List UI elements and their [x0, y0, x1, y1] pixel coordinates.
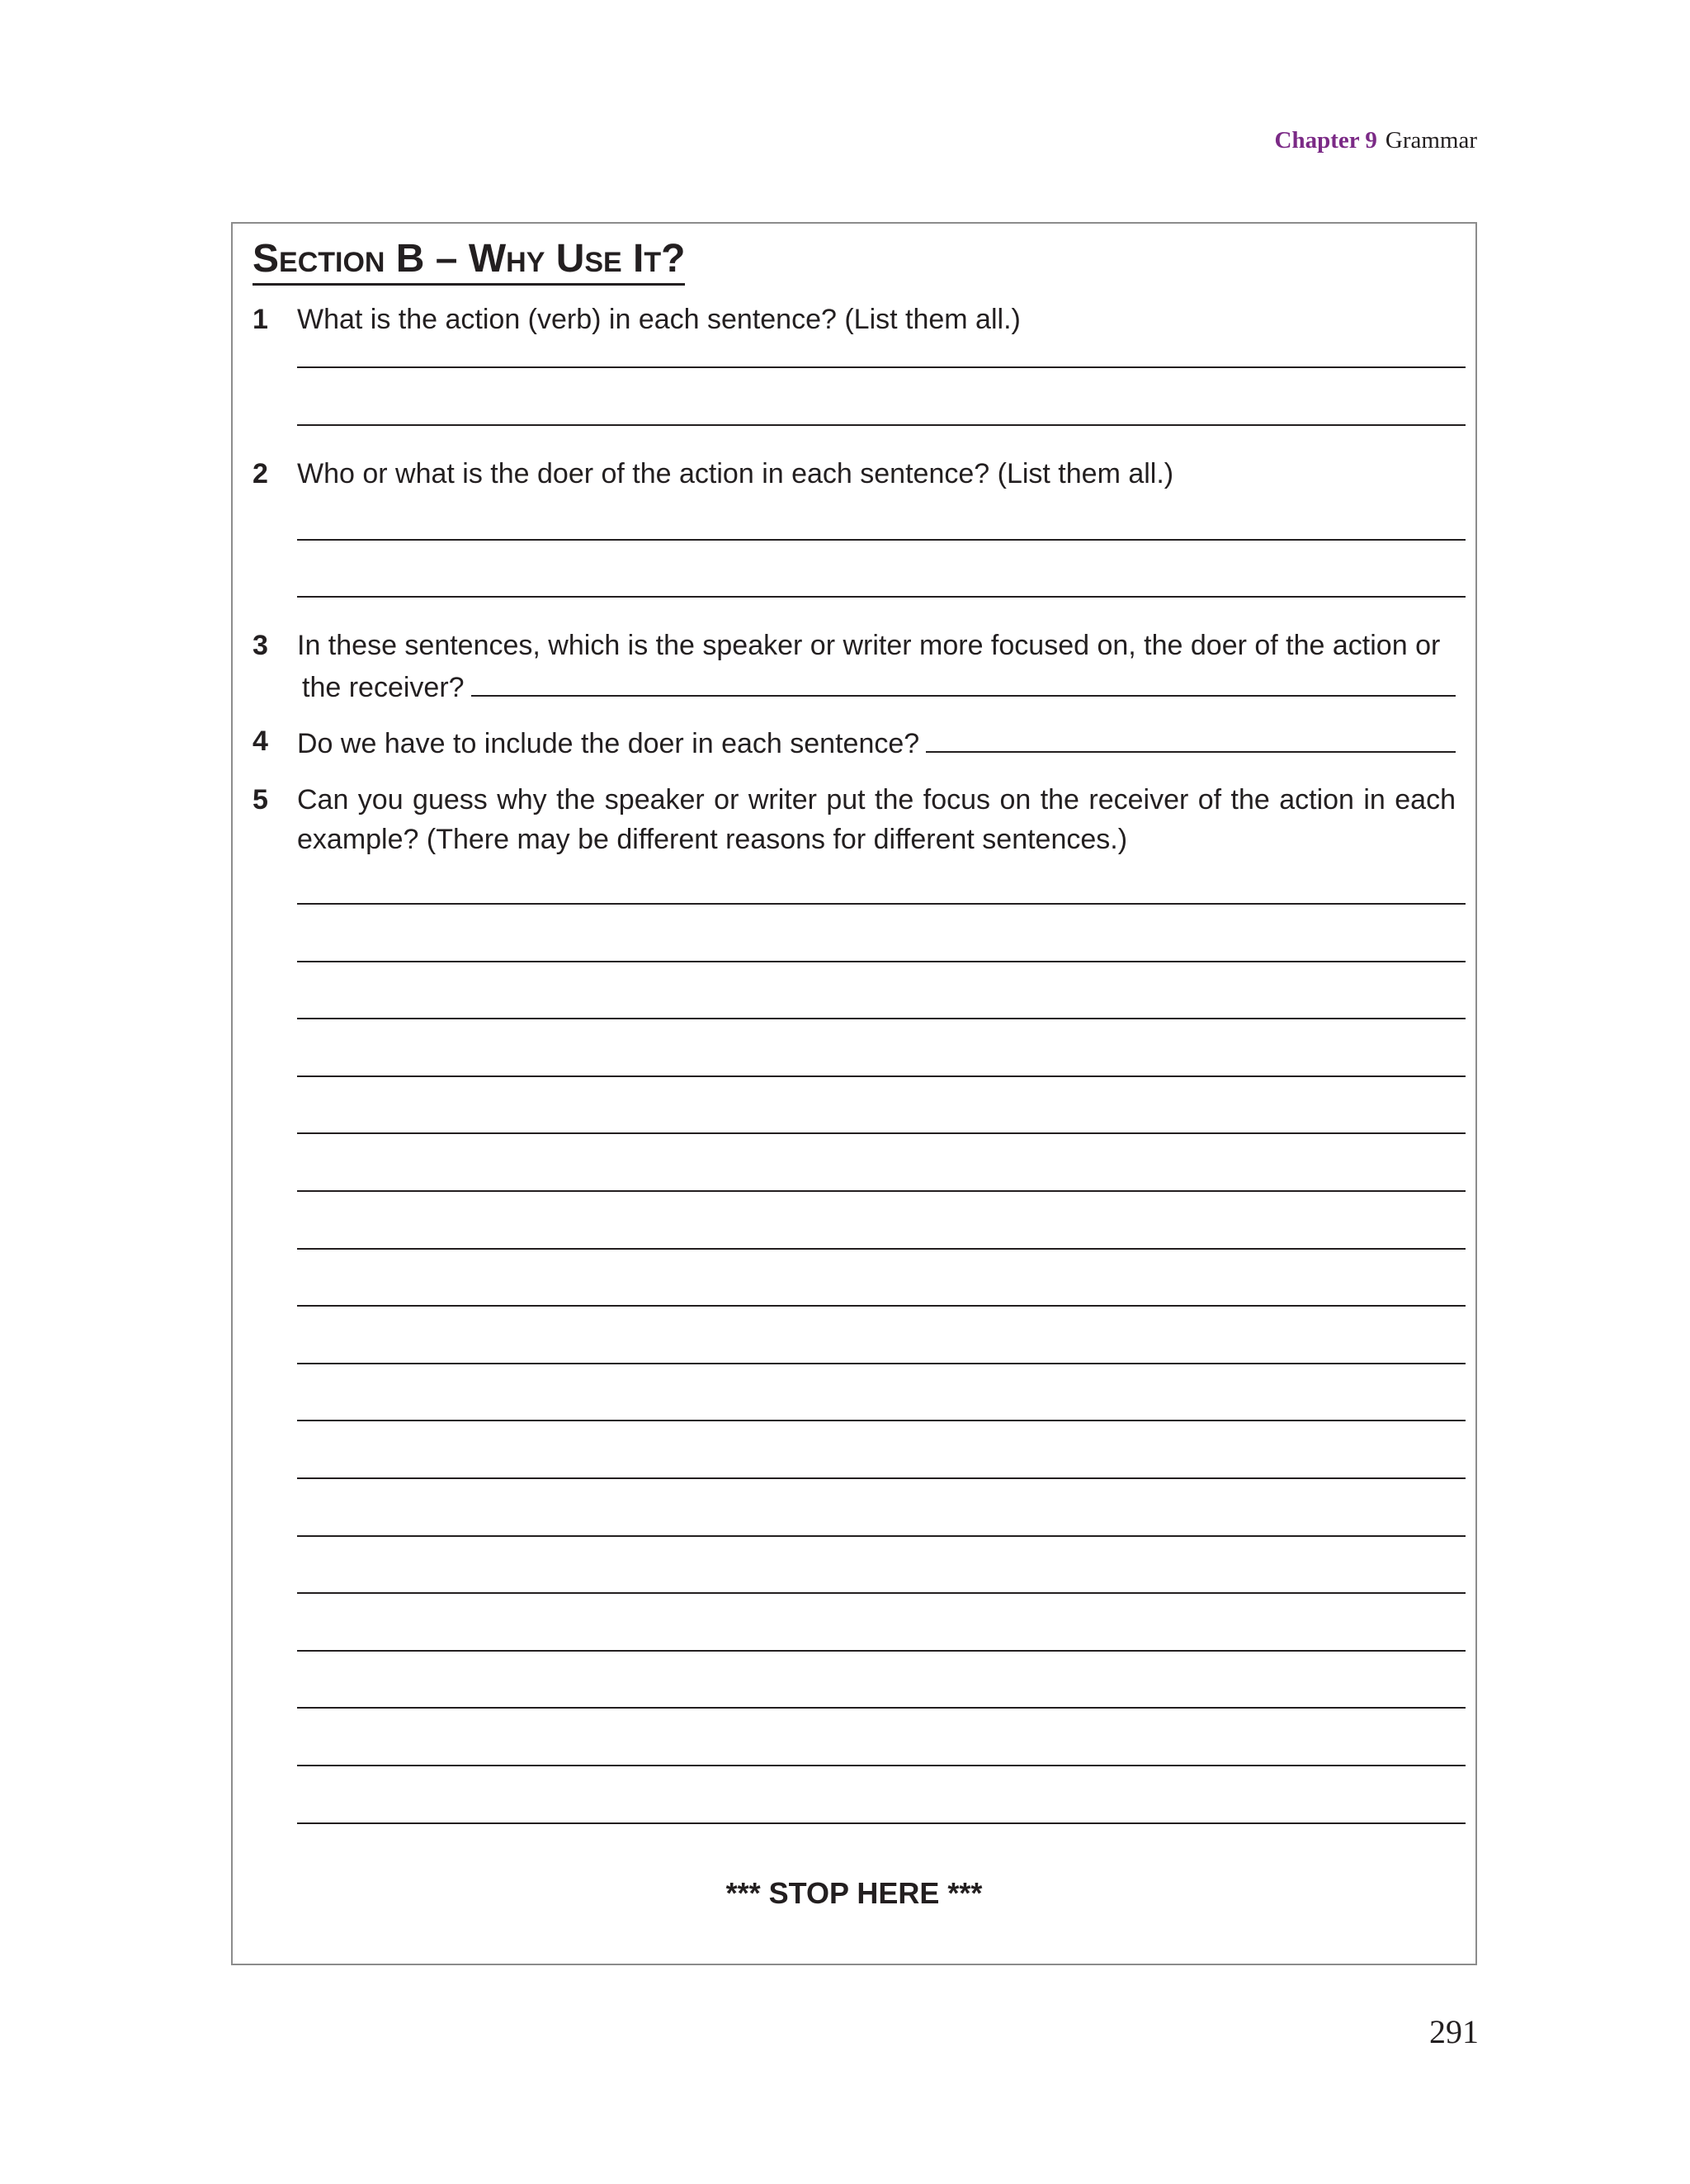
answer-line[interactable] — [297, 961, 1466, 962]
answer-line[interactable] — [297, 1075, 1466, 1077]
chapter-number: Chapter 9 — [1274, 127, 1377, 154]
answer-line[interactable] — [297, 1822, 1466, 1824]
question-text: Who or what is the doer of the action in each sentence? (List them all.) — [297, 458, 1174, 489]
question-number: 4 — [253, 726, 268, 757]
answer-line[interactable] — [297, 1420, 1466, 1421]
answer-line[interactable] — [297, 1363, 1466, 1364]
answer-line[interactable] — [297, 1765, 1466, 1766]
question-number: 2 — [253, 458, 268, 489]
answer-line[interactable] — [297, 1190, 1466, 1192]
section-title: Section B – Why Use It? — [253, 237, 685, 286]
answer-line[interactable] — [297, 539, 1466, 541]
answer-line[interactable] — [297, 1535, 1466, 1537]
stop-here-text: *** STOP HERE *** — [725, 1876, 983, 1910]
answer-blank[interactable] — [926, 721, 1456, 753]
answer-line[interactable] — [297, 1650, 1466, 1652]
answer-line[interactable] — [297, 424, 1466, 426]
answer-line[interactable] — [297, 1018, 1466, 1019]
answer-line[interactable] — [297, 1477, 1466, 1479]
question-text: In these sentences, which is the speaker or writer more focused on, the doer of the action or — [297, 630, 1441, 661]
section-box — [231, 222, 1477, 1965]
answer-line[interactable] — [297, 366, 1466, 368]
question-text: Can you guess why the speaker or writer put the focus on the receiver of the action in each example? (There may be different reasons for different sentences.) — [297, 784, 1456, 855]
answer-line[interactable] — [297, 1305, 1466, 1307]
answer-line[interactable] — [297, 1707, 1466, 1709]
question-text: Do we have to include the doer in each sentence? — [297, 728, 920, 759]
question-text: What is the action (verb) in each sentence? (List them all.) — [297, 304, 1021, 335]
question-number: 1 — [253, 304, 268, 335]
page-number: 291 — [1429, 2013, 1479, 2050]
chapter-title: Grammar — [1385, 127, 1477, 154]
answer-line[interactable] — [297, 1592, 1466, 1594]
answer-line[interactable] — [297, 903, 1466, 905]
running-head — [1275, 127, 1477, 154]
question-text-continuation: the receiver? — [302, 672, 465, 703]
answer-line[interactable] — [297, 596, 1466, 598]
answer-blank[interactable] — [471, 665, 1456, 697]
answer-line[interactable] — [297, 1132, 1466, 1134]
question-number: 5 — [253, 784, 268, 815]
answer-line[interactable] — [297, 1248, 1466, 1250]
question-number: 3 — [253, 630, 268, 661]
